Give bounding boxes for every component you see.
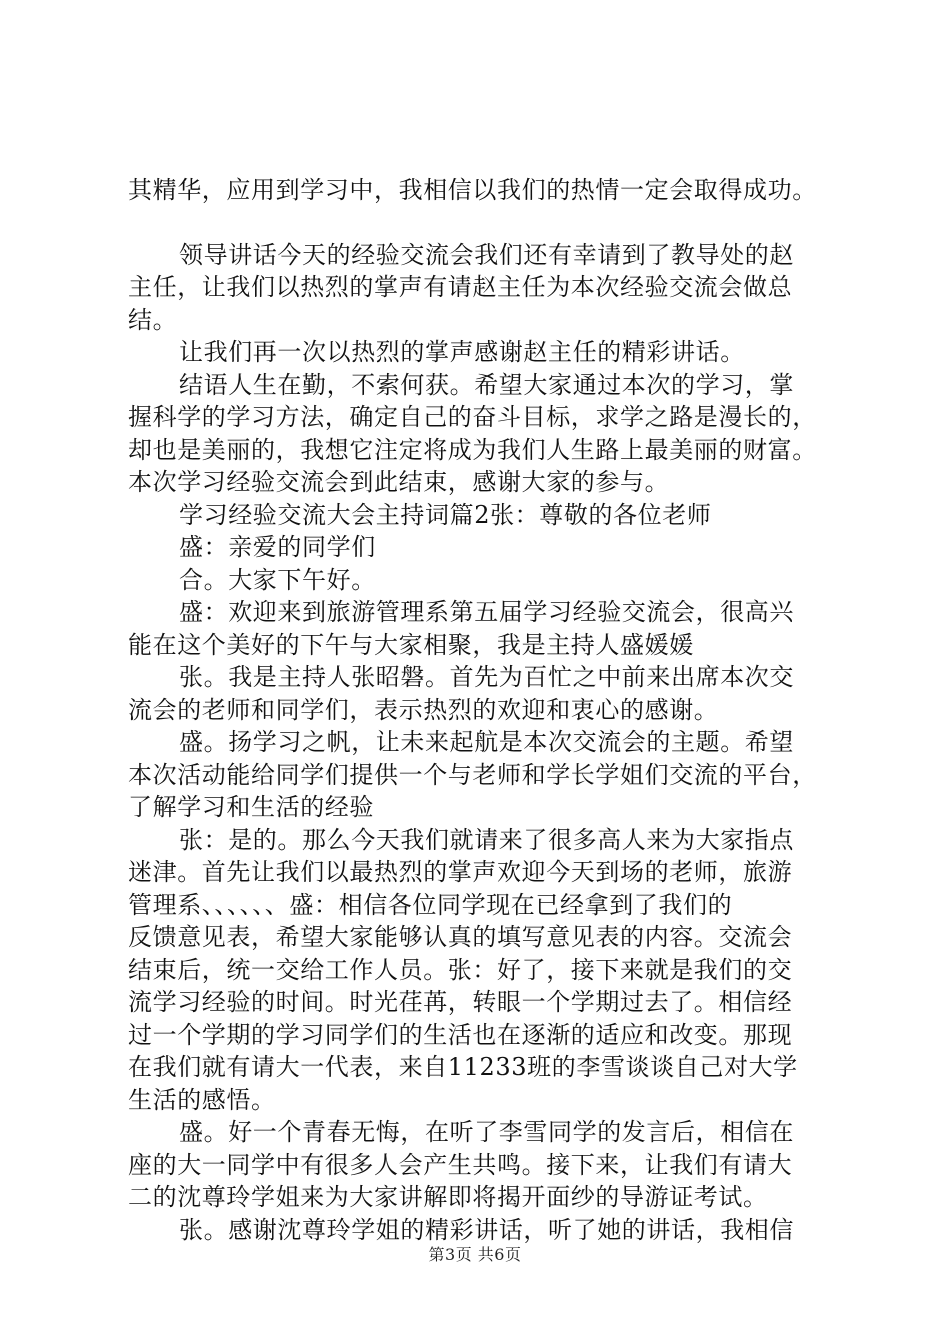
text-line: 主任，让我们以热烈的掌声有请赵主任为本次经验交流会做总 — [128, 273, 793, 301]
text-line: 让我们再一次以热烈的掌声感谢赵主任的精彩讲话。 — [179, 338, 745, 366]
text-line: 其精华，应用到学习中，我相信以我们的热情一定会取得成功。 — [128, 176, 817, 204]
text-line: 在我们就有请大一代表，来自11233班的李雪谈谈自己对大学 — [128, 1053, 798, 1081]
text-line: 生活的感悟。 — [128, 1085, 276, 1114]
page-number-label: 第3页 共6页 — [428, 1245, 522, 1264]
text-line: 本次活动能给同学们提供一个与老师和学长学姐们交流的平台， — [128, 760, 817, 789]
text-line: 领导讲话今天的经验交流会我们还有幸请到了教导处的赵 — [179, 240, 794, 269]
text-line: 反馈意见表，希望大家能够认真的填写意见表的内容。交流会 — [128, 923, 793, 951]
text-line: 过一个学期的学习同学们的生活也在逐渐的适应和改变。那现 — [128, 1020, 793, 1049]
paragraph-gap — [128, 207, 838, 239]
text-line: 张：是的。那么今天我们就请来了很多高人来为大家指点 — [179, 825, 794, 854]
text-line: 本次学习经验交流会到此结束，感谢大家的参与。 — [128, 468, 670, 496]
page-footer — [0, 1245, 950, 1265]
text-line: 盛：亲爱的同学们 — [179, 533, 376, 561]
text-line: 结束后，统一交给工作人员。张：好了，接下来就是我们的交 — [128, 955, 793, 984]
text-line: 合。大家下午好。 — [179, 565, 376, 594]
document-body — [128, 174, 838, 1246]
text-line: 流学习经验的时间。时光荏苒，转眼一个学期过去了。相信经 — [128, 988, 793, 1016]
text-line: 学习经验交流大会主持词篇2张：尊敬的各位老师 — [179, 500, 712, 529]
text-line: 迷津。首先让我们以最热烈的掌声欢迎今天到场的老师，旅游 — [128, 858, 793, 886]
text-line: 结。 — [128, 305, 178, 334]
text-line: 张。感谢沈尊玲学姐的精彩讲话，听了她的讲话，我相信 — [179, 1215, 794, 1244]
text-line: 结语人生在勤，不索何获。希望大家通过本次的学习，掌 — [179, 370, 794, 399]
text-line: 却也是美丽的，我想它注定将成为我们人生路上最美丽的财富。 — [128, 435, 817, 464]
text-line: 二的沈尊玲学姐来为大家讲解即将揭开面纱的导游证考试。 — [128, 1183, 768, 1211]
text-line: 盛。好一个青春无悔，在听了李雪同学的发言后，相信在 — [179, 1118, 794, 1146]
text-line: 座的大一同学中有很多人会产生共鸣。接下来，让我们有请大 — [128, 1150, 793, 1179]
text-line: 能在这个美好的下午与大家相聚，我是主持人盛媛媛 — [128, 630, 694, 659]
text-line: 了解学习和生活的经验 — [128, 793, 374, 821]
text-line: 管理系、、、、、、盛：相信各位同学现在已经拿到了我们的 — [128, 890, 733, 919]
text-line: 握科学的学习方法，确定自己的奋斗目标，求学之路是漫长的， — [128, 403, 817, 431]
text-line: 流会的老师和同学们，表示热烈的欢迎和衷心的感谢。 — [128, 695, 719, 724]
text-line: 盛：欢迎来到旅游管理系第五届学习经验交流会，很高兴 — [179, 598, 794, 626]
text-line: 张。我是主持人张昭磐。首先为百忙之中前来出席本次交 — [179, 663, 794, 691]
text-line: 盛。扬学习之帆，让未来起航是本次交流会的主题。希望 — [179, 728, 794, 756]
